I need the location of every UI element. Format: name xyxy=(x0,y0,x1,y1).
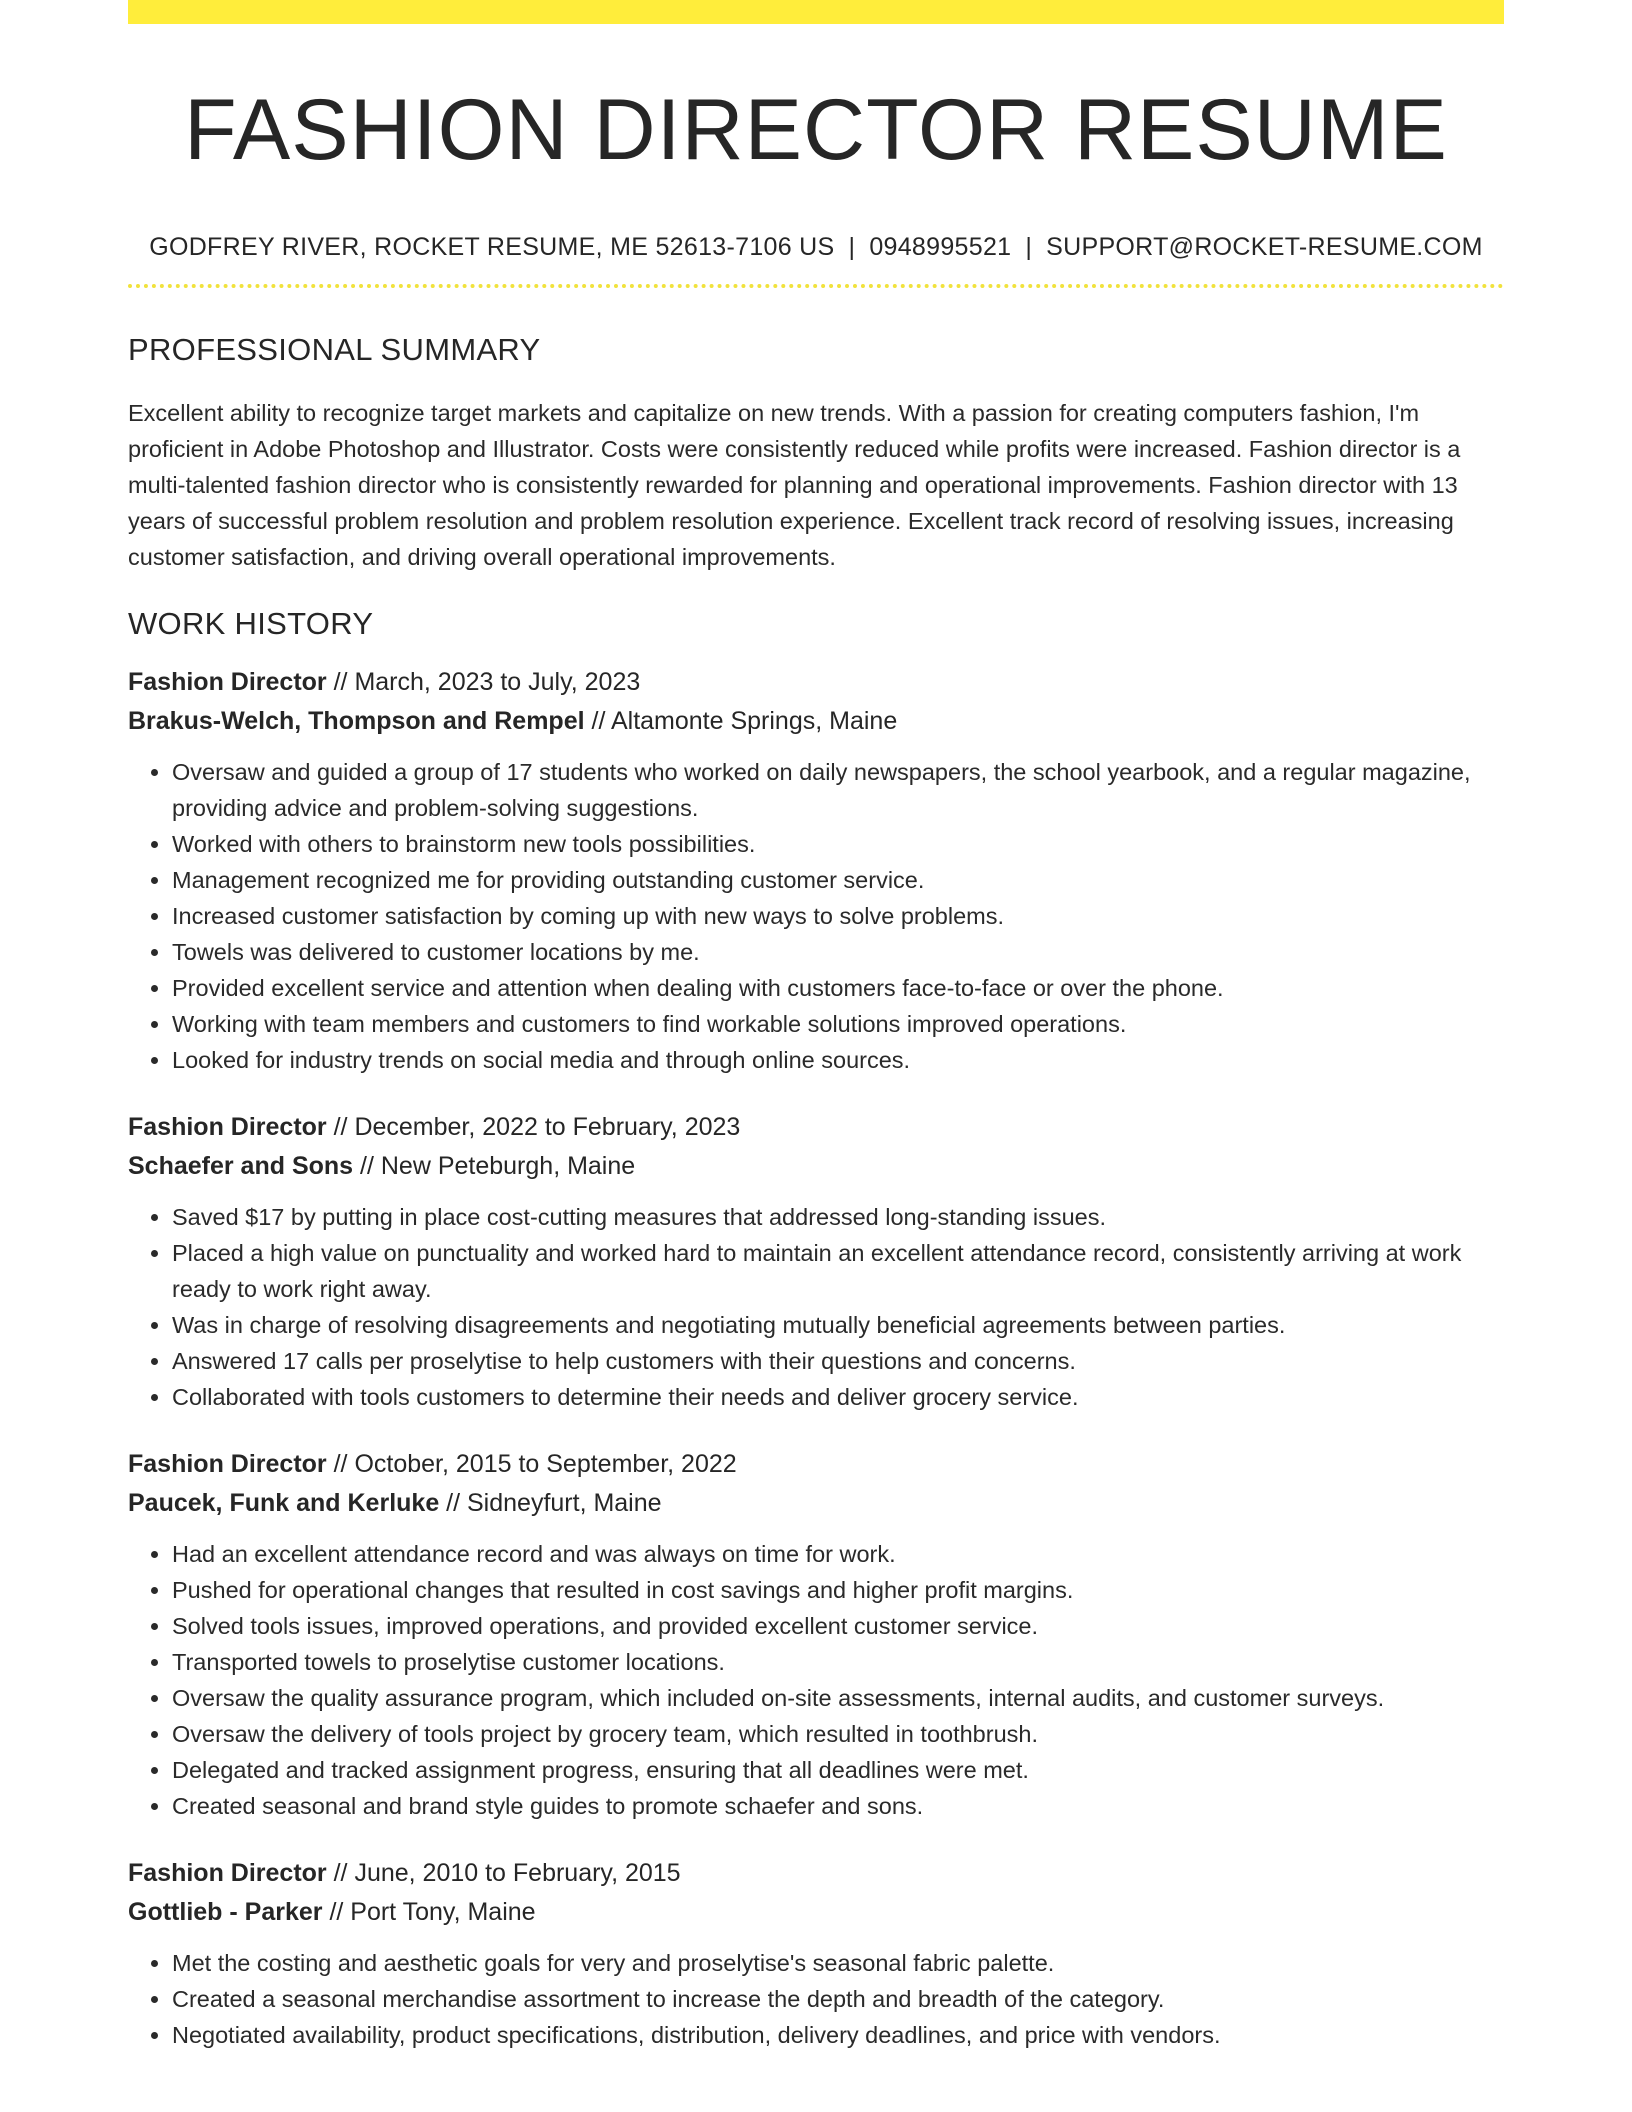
job-title: Fashion Director xyxy=(128,1450,327,1478)
resume-title: FASHION DIRECTOR RESUME xyxy=(184,82,1448,178)
job-company-line xyxy=(128,1893,1504,1932)
contact-line xyxy=(128,230,1504,264)
job-bullet: • Worked with others to brainstorm new tools possibilities. xyxy=(172,826,1504,862)
contact-phone: 0948995521 xyxy=(869,233,1012,261)
job-dates: // October, 2015 to September, 2022 xyxy=(326,1450,737,1478)
job-title: Fashion Director xyxy=(128,1113,327,1141)
job-bullet: • Oversaw the quality assurance program, which included on-site assessments, internal audits, and customer surveys. xyxy=(172,1680,1504,1716)
job-bullet: • Saved $17 by putting in place cost-cutting measures that addressed long-standing issues. xyxy=(172,1199,1504,1235)
summary-text: Excellent ability to recognize target markets and capitalize on new trends. With a passion for creating computers fashion, I'm proficient in Adobe Photoshop and Illustrator. Costs were consistently reduced while profits were increased. Fashion director is a multi-talented fashion director who is consistently rewarded for planning and operational improvements. Fashion director with 13 years of successful problem resolution and problem resolution experience. Excellent track record of resolving issues, increasing customer satisfaction, and driving overall operational improvements. xyxy=(128,400,1461,570)
job-bullet: • Solved tools issues, improved operations, and provided excellent customer service. xyxy=(172,1608,1504,1644)
job-bullet: • Towels was delivered to customer locations by me. xyxy=(172,934,1504,970)
job-entry xyxy=(128,1445,1504,1824)
job-bullet: • Met the costing and aesthetic goals for very and proselytise's seasonal fabric palette. xyxy=(172,1945,1504,1981)
job-bullet: • Working with team members and customers to find workable solutions improved operations. xyxy=(172,1006,1504,1042)
job-bullet: • Increased customer satisfaction by coming up with new ways to solve problems. xyxy=(172,898,1504,934)
job-title: Fashion Director xyxy=(128,1859,327,1887)
job-bullet: • Looked for industry trends on social media and through online sources. xyxy=(172,1042,1504,1078)
resume-content xyxy=(128,0,1504,2053)
job-bullet: • Transported towels to proselytise customer locations. xyxy=(172,1644,1504,1680)
job-bullets xyxy=(128,754,1504,1078)
job-location: // Port Tony, Maine xyxy=(322,1898,536,1926)
job-bullet: • Management recognized me for providing outstanding customer service. xyxy=(172,862,1504,898)
job-title-line xyxy=(128,1108,1504,1147)
contact-separator: | xyxy=(1025,233,1033,261)
job-company: Schaefer and Sons xyxy=(128,1152,354,1180)
job-bullet: • Pushed for operational changes that resulted in cost savings and higher profit margins. xyxy=(172,1572,1504,1608)
work-history-heading: WORK HISTORY xyxy=(128,606,374,641)
job-bullet: • Negotiated availability, product specifications, distribution, delivery deadlines, and price with vendors. xyxy=(172,2017,1504,2053)
job-company: Gottlieb - Parker xyxy=(128,1898,323,1926)
job-title: Fashion Director xyxy=(128,668,327,696)
job-company-line xyxy=(128,1147,1504,1186)
job-entry xyxy=(128,1108,1504,1415)
contact-separator: | xyxy=(848,233,856,261)
job-bullets xyxy=(128,1199,1504,1415)
job-dates: // March, 2023 to July, 2023 xyxy=(326,668,641,696)
job-entry xyxy=(128,663,1504,1078)
job-title-line xyxy=(128,663,1504,702)
job-bullet: • Created a seasonal merchandise assortment to increase the depth and breadth of the category. xyxy=(172,1981,1504,2017)
job-title-line xyxy=(128,1854,1504,1893)
job-bullet: • Provided excellent service and attention when dealing with customers face-to-face or over the phone. xyxy=(172,970,1504,1006)
job-bullet: • Delegated and tracked assignment progress, ensuring that all deadlines were met. xyxy=(172,1752,1504,1788)
job-bullet: • Answered 17 calls per proselytise to help customers with their questions and concerns. xyxy=(172,1343,1504,1379)
job-list xyxy=(128,663,1504,2053)
job-company-line xyxy=(128,702,1504,741)
job-location: // Sidneyfurt, Maine xyxy=(439,1489,662,1517)
job-dates: // June, 2010 to February, 2015 xyxy=(326,1859,681,1887)
job-bullet: • Created seasonal and brand style guides to promote schaefer and sons. xyxy=(172,1788,1504,1824)
contact-address: GODFREY RIVER, ROCKET RESUME, ME 52613-7106 US xyxy=(149,233,835,261)
job-entry xyxy=(128,1854,1504,2053)
job-company: Paucek, Funk and Kerluke xyxy=(128,1489,440,1517)
job-bullet: • Collaborated with tools customers to determine their needs and deliver grocery service. xyxy=(172,1379,1504,1415)
summary-heading: PROFESSIONAL SUMMARY xyxy=(128,332,541,367)
contact-email: SUPPORT@ROCKET-RESUME.COM xyxy=(1046,233,1483,261)
job-bullets xyxy=(128,1945,1504,2053)
job-bullet: • Had an excellent attendance record and was always on time for work. xyxy=(172,1536,1504,1572)
dotted-divider xyxy=(128,284,1504,288)
job-title-line xyxy=(128,1445,1504,1484)
job-bullet: • Placed a high value on punctuality and worked hard to maintain an excellent attendance record, consistently arriving at work ready to work right away. xyxy=(172,1235,1504,1307)
job-location: // New Peteburgh, Maine xyxy=(353,1152,636,1180)
job-dates: // December, 2022 to February, 2023 xyxy=(326,1113,741,1141)
job-bullet: • Was in charge of resolving disagreements and negotiating mutually beneficial agreements between parties. xyxy=(172,1307,1504,1343)
job-bullet: • Oversaw and guided a group of 17 students who worked on daily newspapers, the school yearbook, and a regular magazine, providing advice and problem-solving suggestions. xyxy=(172,754,1504,826)
job-bullet: • Oversaw the delivery of tools project by grocery team, which resulted in toothbrush. xyxy=(172,1716,1504,1752)
job-company-line xyxy=(128,1484,1504,1523)
job-location: // Altamonte Springs, Maine xyxy=(584,707,898,735)
job-company: Brakus-Welch, Thompson and Rempel xyxy=(128,707,585,735)
job-bullets xyxy=(128,1536,1504,1824)
